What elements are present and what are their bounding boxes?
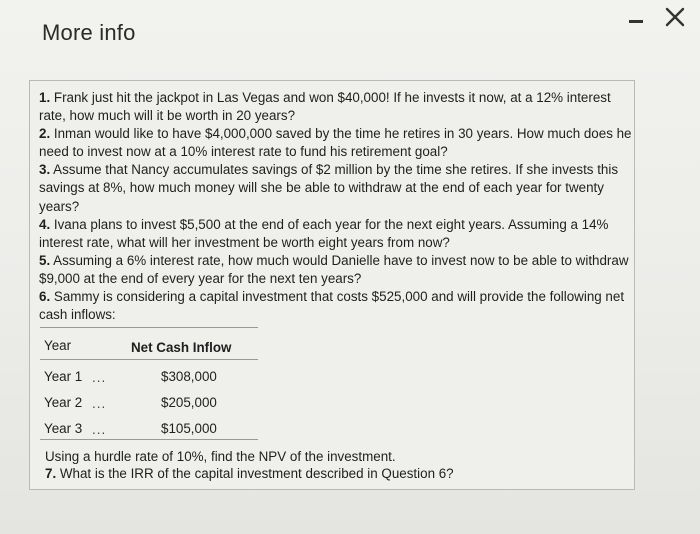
question-text: Sammy is considering a capital investment that costs $525,000 and will provide the following net cash inflows: [39,289,625,323]
close-icon [660,2,690,32]
question-number: 2. [39,126,51,142]
table-header-rule [40,359,258,360]
row-leader-dots: ... [92,370,107,385]
row-leader-dots: ... [92,422,107,437]
question-text: Assume that Nancy accumulates savings of $2 million by the time she retires. If she invests this savings at 8%, how much money will she be able to withdraw at the end of each year for twenty years? [39,162,619,214]
row-cash-value: $205,000 [161,395,217,410]
close-button[interactable] [660,2,690,32]
row-cash-value: $105,000 [161,421,217,436]
minimize-button[interactable] [624,6,650,32]
table-header-year: Year [44,338,72,353]
table-top-rule [40,327,258,328]
minimize-icon [629,20,643,23]
info-content-panel [29,80,635,490]
question-number: 3. [39,162,51,178]
row-year-label: Year 2 [44,395,83,410]
dialog-title: More info [42,20,136,45]
question-6 [39,288,635,324]
question-text: Frank just hit the jackpot in Las Vegas and won $40,000! If he invests it now, at a 12% interest rate, how much will it be worth in 20 years? [39,90,611,124]
question-2 [39,125,635,161]
question-number: 7. [45,466,57,481]
question-3 [39,161,635,215]
question-4 [39,216,635,252]
question-7 [45,465,454,482]
question-5 [39,252,635,288]
question-number: 1. [39,90,51,105]
table-bottom-rule [40,439,258,440]
question-text: What is the IRR of the capital investment described in Question 6? [56,466,454,481]
question-number: 5. [39,252,51,268]
question-text: Inman would like to have $4,000,000 saved by the time he retires in 30 years. How much does he need to invest now at a 10% interest rate to fund his retirement goal? [39,126,632,160]
row-leader-dots: ... [92,396,107,411]
question-text: Assuming a 6% interest rate, how much would Danielle have to invest now to be able to withdraw $9,000 at the end of every year for the next ten years? [39,252,629,286]
post-table-text [45,448,454,482]
question-text: Ivana plans to invest $5,500 at the end of each year for the next eight years. Assuming a 14% interest rate, what will her investment be worth eight years from now? [39,216,609,250]
question-number: 4. [39,216,51,232]
table-header-net-cash-inflow: Net Cash Inflow [131,340,232,355]
row-year-label: Year 3 [44,421,83,436]
question-list [39,89,635,324]
question-1 [39,89,635,125]
row-cash-value: $308,000 [161,369,217,384]
question-number: 6. [39,289,51,305]
row-year-label: Year 1 [44,369,83,384]
npv-instruction: Using a hurdle rate of 10%, find the NPV of the investment. [45,449,396,464]
